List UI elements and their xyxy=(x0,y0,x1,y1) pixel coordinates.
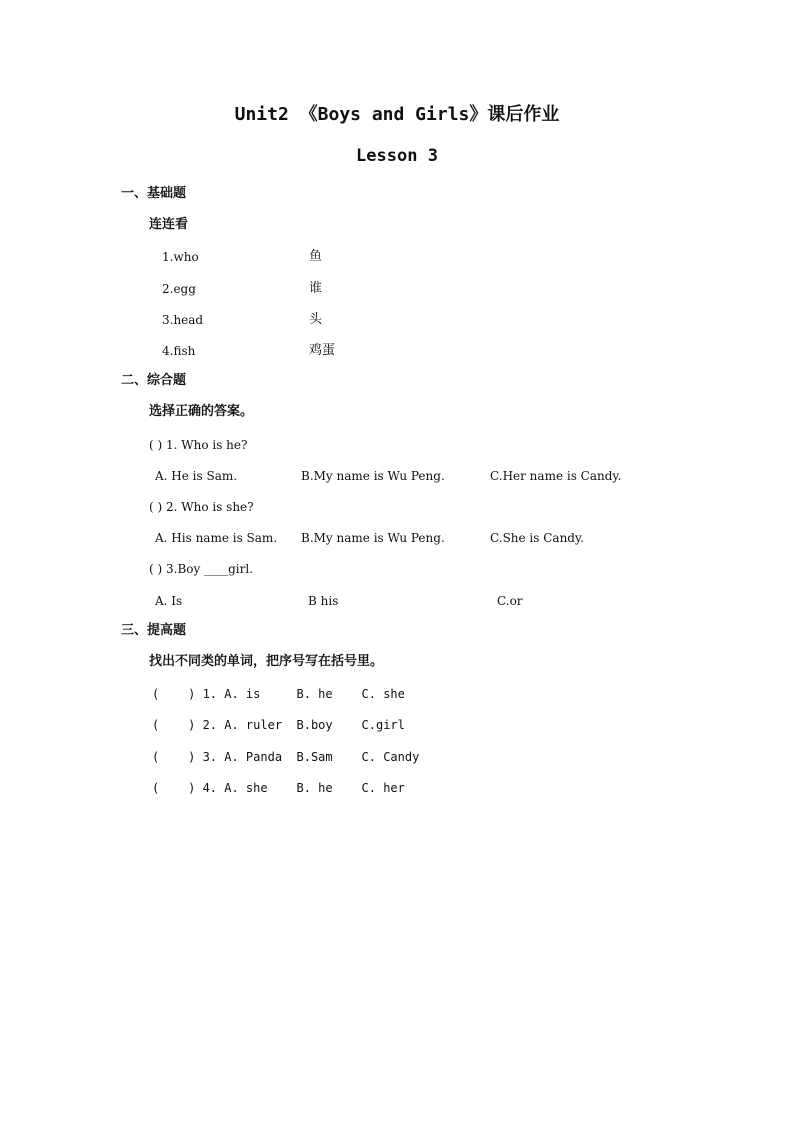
question-1-option-a: A. He is Sam. xyxy=(155,469,238,483)
match-word-2: 2.egg xyxy=(162,282,196,296)
question-1-option-b: B.My name is Wu Peng. xyxy=(301,469,445,483)
match-meaning-1: 鱼 xyxy=(309,249,323,264)
lesson-subtitle: Lesson 3 xyxy=(356,146,438,166)
match-meaning-3: 头 xyxy=(309,312,323,327)
section-1-instruction: 连连看 xyxy=(149,217,189,232)
question-3-option-a: A. Is xyxy=(155,594,183,608)
odd-one-out-item-3: ( ) 3. A. Panda B.Sam C. Candy xyxy=(152,750,420,764)
question-3-stem: ( ) 3.Boy ____girl. xyxy=(149,562,253,576)
question-2-stem: ( ) 2. Who is she? xyxy=(149,500,254,514)
question-2-option-a: A. His name is Sam. xyxy=(155,531,278,545)
section-3-instruction: 找出不同类的单词，把序号写在括号里。 xyxy=(149,654,384,669)
section-2-instruction: 选择正确的答案。 xyxy=(149,404,254,419)
question-2-option-b: B.My name is Wu Peng. xyxy=(301,531,445,545)
odd-one-out-item-2: ( ) 2. A. ruler B.boy C.girl xyxy=(152,718,405,732)
question-2-option-c: C.She is Candy. xyxy=(490,531,584,545)
match-meaning-4: 鸡蛋 xyxy=(309,343,336,358)
odd-one-out-item-1: ( ) 1. A. is B. he C. she xyxy=(152,687,405,701)
question-3-option-c: C.or xyxy=(497,594,523,608)
match-word-3: 3.head xyxy=(162,313,204,327)
section-1-heading: 一、基础题 xyxy=(121,186,187,201)
section-2-heading: 二、综合题 xyxy=(121,373,187,388)
worksheet-title: Unit2 《Boys and Girls》课后作业 xyxy=(234,104,560,125)
match-meaning-2: 谁 xyxy=(309,281,323,296)
question-1-option-c: C.Her name is Candy. xyxy=(490,469,622,483)
section-3-heading: 三、提高题 xyxy=(121,623,187,638)
match-word-1: 1.who xyxy=(162,250,199,264)
match-word-4: 4.fish xyxy=(162,344,196,358)
question-3-option-b: B his xyxy=(308,594,339,608)
odd-one-out-item-4: ( ) 4. A. she B. he C. her xyxy=(152,781,405,795)
question-1-stem: ( ) 1. Who is he? xyxy=(149,438,248,452)
